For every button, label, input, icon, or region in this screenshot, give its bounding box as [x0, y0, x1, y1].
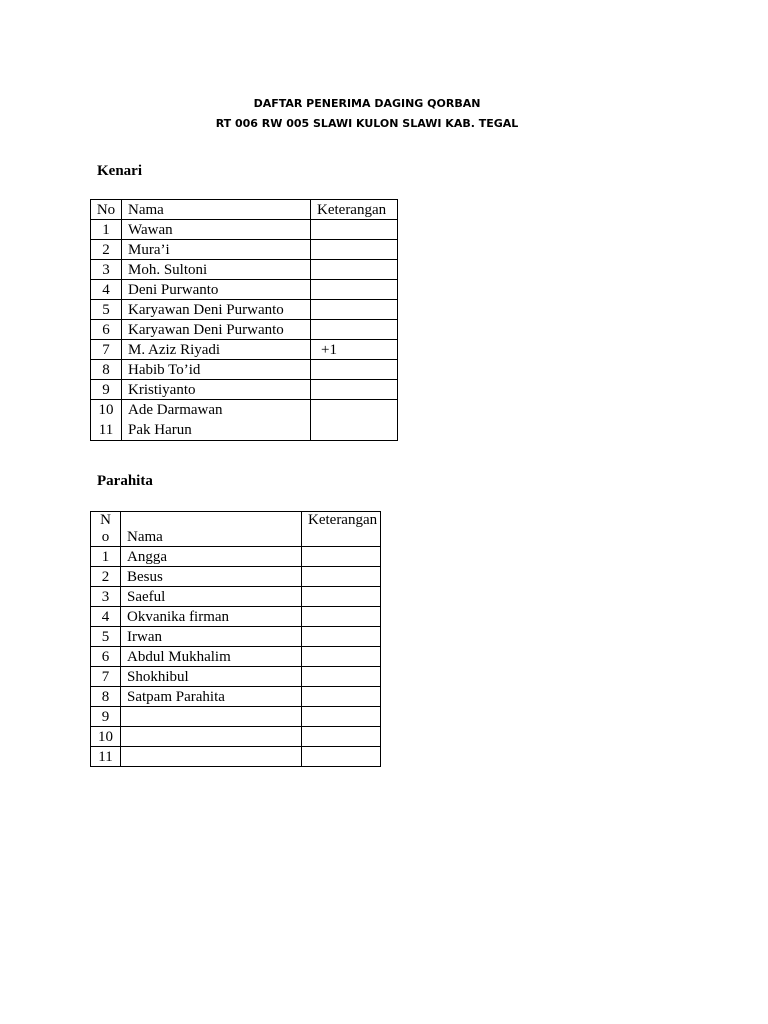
row-keterangan — [311, 360, 398, 380]
table-header-row — [91, 200, 398, 220]
table-row-merged — [91, 400, 398, 441]
table-row — [91, 687, 381, 707]
table-row — [91, 240, 398, 260]
row-keterangan — [311, 320, 398, 340]
row-no: 1 — [91, 220, 122, 240]
row-no: 5 — [91, 627, 121, 647]
table-row — [91, 280, 398, 300]
table-row — [91, 587, 381, 607]
row-nama: Satpam Parahita — [121, 687, 302, 707]
column-header-nama: Nama — [121, 512, 302, 547]
row-nama: Mura’i — [122, 240, 311, 260]
row-nama: Moh. Sultoni — [122, 260, 311, 280]
row-nama: Kristiyanto — [122, 380, 311, 400]
row-keterangan — [302, 747, 381, 767]
row-no: 4 — [91, 280, 122, 300]
document-subtitle: RT 006 RW 005 SLAWI KULON SLAWI KAB. TEGAL — [215, 117, 519, 130]
row-nama: Deni Purwanto — [122, 280, 311, 300]
row-keterangan — [302, 567, 381, 587]
row-no: 6 — [91, 320, 122, 340]
document-title: DAFTAR PENERIMA DAGING QORBAN — [253, 97, 481, 110]
row-keterangan — [311, 220, 398, 240]
row-nama: M. Aziz Riyadi — [122, 340, 311, 360]
row-keterangan — [302, 647, 381, 667]
row-nama: Shokhibul — [121, 667, 302, 687]
parahita-table — [90, 511, 381, 767]
row-nama: Besus — [121, 567, 302, 587]
table-row — [91, 220, 398, 240]
table-row — [91, 607, 381, 627]
row-nama-stack — [122, 400, 311, 441]
row-keterangan — [302, 667, 381, 687]
table-row — [91, 547, 381, 567]
table-row — [91, 320, 398, 340]
row-no: 11 — [98, 422, 114, 438]
row-no: 10 — [98, 402, 114, 418]
table-row — [91, 647, 381, 667]
row-keterangan — [302, 547, 381, 567]
table-row — [91, 727, 381, 747]
row-nama: Pak Harun — [128, 422, 192, 438]
row-no: 10 — [91, 727, 121, 747]
kenari-table — [90, 199, 398, 441]
row-no: 3 — [91, 260, 122, 280]
column-header-no: No — [91, 200, 122, 220]
row-nama: Karyawan Deni Purwanto — [122, 320, 311, 340]
row-no: 5 — [91, 300, 122, 320]
row-nama: Saeful — [121, 587, 302, 607]
row-keterangan — [302, 707, 381, 727]
row-keterangan — [311, 240, 398, 260]
row-nama: Habib To’id — [122, 360, 311, 380]
row-keterangan — [302, 687, 381, 707]
row-keterangan — [311, 280, 398, 300]
row-no: 1 — [91, 547, 121, 567]
row-keterangan — [302, 587, 381, 607]
row-no: 9 — [91, 707, 121, 727]
table-row — [91, 380, 398, 400]
table-row — [91, 707, 381, 727]
row-no: 2 — [91, 567, 121, 587]
row-no-stack — [91, 400, 122, 441]
column-header-keterangan: Keterangan — [311, 200, 398, 220]
row-keterangan — [302, 627, 381, 647]
row-no: 11 — [91, 747, 121, 767]
table-row — [91, 667, 381, 687]
row-no: 8 — [91, 687, 121, 707]
row-keterangan: +1 — [311, 340, 398, 360]
row-no: 4 — [91, 607, 121, 627]
row-no: 8 — [91, 360, 122, 380]
row-keterangan — [311, 380, 398, 400]
table-header-row — [91, 512, 381, 547]
row-keterangan — [311, 400, 398, 441]
section-title-kenari: Kenari — [97, 163, 142, 179]
table-row — [91, 747, 381, 767]
row-nama — [121, 727, 302, 747]
row-no: 2 — [91, 240, 122, 260]
row-nama: Karyawan Deni Purwanto — [122, 300, 311, 320]
row-keterangan — [311, 300, 398, 320]
column-header-no: No — [91, 512, 121, 547]
table-row — [91, 340, 398, 360]
table-row — [91, 300, 398, 320]
row-keterangan — [302, 607, 381, 627]
row-nama: Angga — [121, 547, 302, 567]
row-nama — [121, 747, 302, 767]
column-header-nama: Nama — [122, 200, 311, 220]
row-no: 7 — [91, 340, 122, 360]
row-keterangan — [302, 727, 381, 747]
table-row — [91, 260, 398, 280]
row-nama: Ade Darmawan — [128, 402, 223, 418]
row-no: 3 — [91, 587, 121, 607]
row-nama: Wawan — [122, 220, 311, 240]
row-nama: Okvanika firman — [121, 607, 302, 627]
row-no: 7 — [91, 667, 121, 687]
section-title-parahita: Parahita — [97, 473, 153, 489]
row-nama: Abdul Mukhalim — [121, 647, 302, 667]
table-row — [91, 567, 381, 587]
table-row — [91, 627, 381, 647]
row-no: 9 — [91, 380, 122, 400]
column-header-keterangan: Keterangan — [302, 512, 381, 547]
row-keterangan — [311, 260, 398, 280]
row-nama: Irwan — [121, 627, 302, 647]
table-row — [91, 360, 398, 380]
row-no: 6 — [91, 647, 121, 667]
row-nama — [121, 707, 302, 727]
